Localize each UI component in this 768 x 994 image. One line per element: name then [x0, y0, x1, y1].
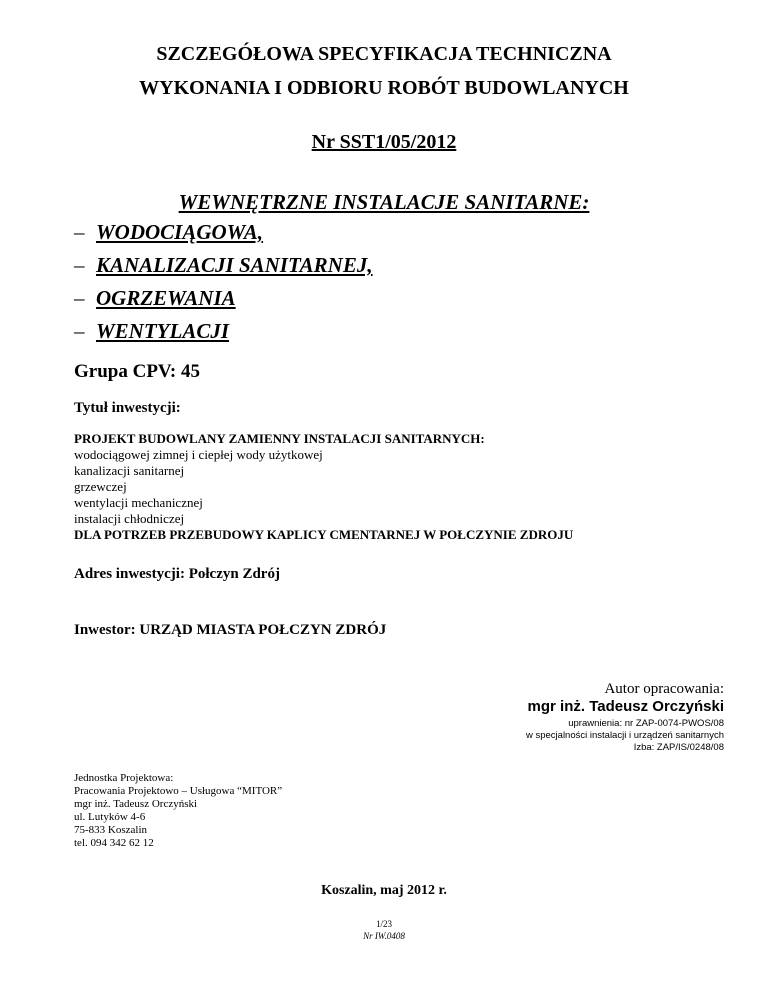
- project-line: kanalizacji sanitarnej: [74, 463, 185, 478]
- investment-title-label: Tytuł inwestycji:: [74, 400, 181, 416]
- scope-item: [74, 220, 373, 253]
- scope-list: [74, 220, 373, 352]
- unit-line: 75-833 Koszalin: [74, 824, 148, 836]
- unit-line: Jednostka Projektowa:: [74, 772, 174, 784]
- project-line: grzewczej: [74, 479, 127, 494]
- dash-bullet: –: [74, 319, 85, 343]
- project-line: DLA POTRZEB PRZEBUDOWY KAPLICY CMENTARNEJ W POŁCZYNIE ZDROJU: [74, 527, 574, 542]
- cpv-group: Grupa CPV: 45: [74, 361, 200, 382]
- investor: Inwestor: URZĄD MIASTA POŁCZYN ZDRÓJ: [74, 622, 387, 638]
- project-line: wentylacji mechanicznej: [74, 495, 203, 510]
- scope-item-text: WENTYLACJI: [96, 319, 230, 343]
- investment-address: Adres inwestycji: Połczyn Zdrój: [74, 566, 280, 582]
- unit-line: ul. Lutyków 4-6: [74, 811, 146, 823]
- author-chamber: Izba: ZAP/IS/0248/08: [633, 742, 724, 753]
- document-title-line1: SZCZEGÓŁOWA SPECYFIKACJA TECHNICZNA: [156, 43, 612, 65]
- author-name: mgr inż. Tadeusz Orczyński: [527, 698, 724, 715]
- scope-item-text: KANALIZACJI SANITARNEJ,: [96, 253, 373, 277]
- place-date: Koszalin, maj 2012 r.: [321, 883, 447, 898]
- project-line: instalacji chłodniczej: [74, 511, 185, 526]
- author-specialty: w specjalności instalacji i urządzeń sanitarnych: [525, 730, 724, 741]
- unit-line: tel. 094 342 62 12: [74, 837, 154, 849]
- unit-line: Pracowania Projektowo – Usługowa “MITOR”: [74, 785, 283, 797]
- scope-item: [74, 286, 373, 319]
- dash-bullet: –: [74, 220, 85, 244]
- scope-item-text: OGRZEWANIA: [96, 286, 236, 310]
- author-label: Autor opracowania:: [604, 681, 724, 697]
- scope-item: [74, 319, 373, 352]
- author-license: uprawnienia: nr ZAP-0074-PWOS/08: [568, 718, 724, 729]
- document-title-line2: WYKONANIA I ODBIORU ROBÓT BUDOWLANYCH: [139, 77, 629, 99]
- dash-bullet: –: [74, 286, 85, 310]
- scope-item: [74, 253, 373, 286]
- project-line: wodociągowej zimnej i ciepłej wody użytkowej: [74, 447, 323, 462]
- project-line: PROJEKT BUDOWLANY ZAMIENNY INSTALACJI SANITARNYCH:: [74, 431, 485, 446]
- author-block: [526, 680, 724, 754]
- design-unit-block: [74, 772, 282, 850]
- unit-line: mgr inż. Tadeusz Orczyński: [74, 798, 198, 810]
- scope-heading: WEWNĘTRZNE INSTALACJE SANITARNE:: [178, 190, 590, 214]
- project-description: [74, 431, 714, 543]
- dash-bullet: –: [74, 253, 85, 277]
- document-code: Nr IW.0408: [363, 931, 405, 941]
- page-number: 1/23: [375, 919, 392, 929]
- document-number: Nr SST1/05/2012: [311, 131, 457, 153]
- scope-item-text: WODOCIĄGOWA,: [96, 220, 264, 244]
